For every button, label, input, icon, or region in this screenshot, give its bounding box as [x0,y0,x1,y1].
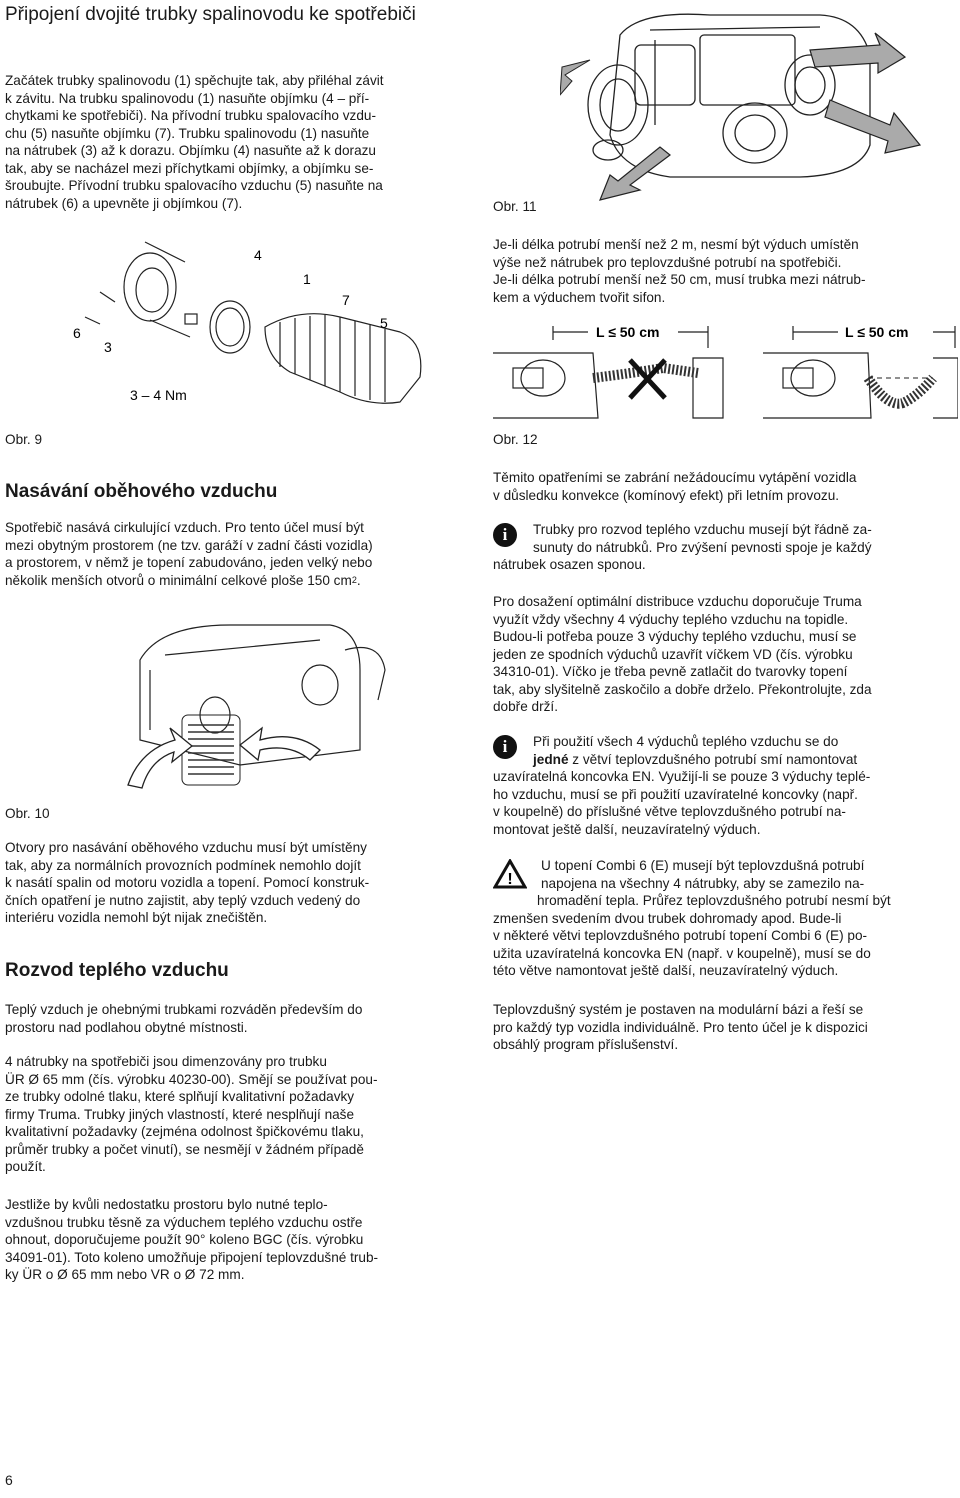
page-number: 6 [5,1472,13,1488]
text-line: mezi obytným prostorem (ne tzv. garáží v zadní části vozidla) [5,537,373,553]
text-line: dobře drží. [493,699,558,714]
text-line: Trubky pro rozvod teplého vzduchu musejí být řádně za- [533,522,872,537]
svg-text:!: ! [507,871,513,888]
figure-caption: Obr. 12 [493,432,538,447]
text-line: jedné z větví teplovzdušného potrubí smí namontovat [533,751,858,767]
text-line: Při použití všech 4 výduchů teplého vzduchu se do [533,734,839,749]
warning-note [493,857,958,980]
text-line: v koupelně) do příslušné větve teplovzdušného potrubí na- [493,804,846,819]
text-line: Pro dosažení optimální distribuce vzduchu doporučuje Truma [493,594,862,609]
text-line: Teplovzdušný systém je postaven na modulární bázi a řeší se [493,1002,864,1017]
text-line: Spotřebič nasává cirkulující vzduch. Pro tento účel musí být [5,520,364,535]
text-line: k závitu. Na trubku spalinovodu (1) nasuňte objímku (4 – pří- [5,90,370,106]
info-icon: i [493,735,517,759]
text-line: interiéru vozidla nemohl být nijak znečištěn. [5,910,268,925]
text-line: chytkami ke spotřebiči). Na přívodní trubku spalovacího vzdu- [5,108,376,123]
text-line: v některé větvi teplovzdušného potrubí topení Combi 6 (E) po- [493,928,868,943]
intro-paragraph [5,72,465,212]
text-line: napojena na všechny 4 nátrubky, aby se zamezilo na- [541,875,865,891]
text-line: několik menších otvorů o minimální celkové ploše 150 $cm^2$. [5,572,361,588]
text-line: montovat ještě další, neuzavíratelný výduch. [493,821,761,837]
nasavani-paragraph [5,519,465,589]
text-line: a prostorem, v němž je topení zabudováno, jeden velký nebo [5,555,373,570]
label-4: 4 [254,247,262,263]
text-line: chu (5) nasuňte objímku (7). Trubku spalinovodu (1) nasuňte [5,125,370,141]
section-heading-nasavani: Nasávání oběhového vzduchu [5,481,278,502]
text-line: jeden ze spodních výduchů uzavřít víčkem VD (čís. výrobku [493,646,853,662]
text-line: této větve namontovat ještě další, neuzavíratelný výduch. [493,963,839,978]
text-line: průměr trubky a počet vinutí), se nesmějí v žádném případě [5,1141,364,1157]
text-line: obsáhlý program příslušenství. [493,1037,679,1052]
label-7: 7 [342,292,350,308]
figure-11-heater-outlets [560,5,950,205]
label-5: 5 [380,315,388,331]
text-line: firmy Truma. Trubky jiných vlastností, které nesplňují naše [5,1106,355,1122]
text-line: kem a výduchem tvořit sifon. [493,289,666,305]
text-line: ze trubky odolné tlaku, které splňují kvalitativní požadavky [5,1089,355,1104]
text-line: U topení Combi 6 (E) musejí být teplovzdušná potrubí [541,858,865,873]
text-line: tak, aby za normálních provozních podmínek nemohlo dojít [5,857,361,873]
torque-label: 3 – 4 Nm [130,387,187,403]
text-line: hromadění tepla. Průřez teplovzdušného potrubí nesmí být [537,893,891,908]
figure-caption: Obr. 11 [493,199,537,214]
text-line: Je-li délka potrubí menší než 50 cm, musí trubka mezi nátrub- [493,272,866,287]
text-line: Je-li délka potrubí menší než 2 m, nesmí být výduch umístěn [493,237,859,252]
label-6: 6 [73,325,81,341]
section-heading-pripojeni: Připojení dvojité trubky spalinovodu ke spotřebiči [5,4,416,25]
natrubky-paragraph [5,1053,465,1176]
text-line: 4 nátrubky na spotřebiči jsou dimenzovány pro trubku [5,1054,327,1069]
text-line: tak, aby slyšitelně zaskočilo a dobře drželo. Překontrolujte, zda [493,681,872,697]
length-label-left: L ≤ 50 cm [596,324,660,340]
otvory-paragraph [5,839,465,927]
text-line: nátrubek (6) a upevněte ji objímkou (7). [5,195,243,211]
text-line: ÜR Ø 65 mm (čís. výrobku 40230-00). Smějí se používat pou- [5,1071,378,1087]
text-line: šroubujte. Přívodní trubku spalovacího vzduchu (5) nasuňte na [5,178,383,193]
figure-10-heater-intake [120,600,460,790]
text-line: Teplý vzduch je ohebnými trubkami rozváděn především do [5,1002,363,1017]
text-line: zmenšen svedením dvou trubek dohromady apod. Bude-li [493,910,842,926]
text-line: prostoru nad podlahou obytné místnosti. [5,1019,248,1035]
text-line: pro každý typ vozidla individuálně. Pro tento účel je k dispozici [493,1019,868,1035]
text-line: ohnout, doporučujeme použít 90° koleno BGC (čís. výrobku [5,1232,364,1247]
text-line: Otvory pro nasávání oběhového vzduchu musí být umístěny [5,840,367,855]
text-line: k nasátí spalin od motoru vozidla a topení. Pomocí konstruk- [5,875,370,890]
text-line: 34310-01). Víčko je třeba pevně zatlačit do tvarovky topení [493,664,848,679]
distribuce-paragraph [493,593,958,716]
text-line: nátrubek osazen sponou. [493,557,646,572]
text-line: kvalitativní požadavky (zejména odolnost špičkovému tlaku, [5,1124,364,1139]
text-line: sunuty do nátrubků. Pro zvýšení pevnosti spoje je každý [533,539,872,555]
text-line: tak, aby se nacházel mezi příchytkami objímky, a objímku se- [5,160,374,176]
opatreni-paragraph [493,469,953,504]
warning-triangle-icon [493,859,527,889]
text-line: uzavíratelná koncovka EN. Využijí-li se pouze 3 výduchy teplé- [493,769,871,784]
text-line: využít vždy všechny 4 výduchy teplého vzduchu na topidle. [493,611,849,627]
text-line: Budou-li potřeba pouze 3 výduchy teplého vzduchu, musí se [493,629,857,644]
section-heading-rozvod: Rozvod teplého vzduchu [5,960,229,981]
superscript: 2 [351,574,357,585]
text-line: vzdušnou trubku těsně za výduchem teplého vzduchu ostře [5,1214,363,1230]
text-line: Začátek trubky spalinovodu (1) spěchujte tak, aby přiléhal závit [5,73,384,88]
koleno-paragraph [5,1196,465,1284]
info-note-1 [493,521,953,574]
figure-9-pipe-connection [40,232,460,412]
text-line: v důsledku konvekce (komínový efekt) při letním provozu. [493,487,840,503]
text-line: užita uzavíratelná koncovka EN (např. v koupelně), musí se do [493,945,871,961]
text-line: na nátrubek (3) až k dorazu. Objímku (4) nasuňte až k dorazu [5,143,376,158]
info-icon: i [493,523,517,547]
figure-caption: Obr. 9 [5,432,43,447]
modular-paragraph [493,1001,958,1054]
text-line: výše než nátrubek pro teplovzdušné potrubí na spotřebiči. [493,254,842,270]
delka-paragraph [493,236,953,306]
label-1: 1 [303,271,311,287]
figure-caption: Obr. 10 [5,806,50,821]
emphasis: jedné [533,751,569,767]
text-line: použít. [5,1159,46,1174]
length-label-right: L ≤ 50 cm [845,324,909,340]
text-line: Jestliže by kvůli nedostatku prostoru bylo nutné teplo- [5,1197,328,1212]
figure-12-siphon-diagram [493,318,958,428]
label-3: 3 [104,339,112,355]
info-note-2 [493,733,958,838]
text-line: ho vzduchu, musí se při použití uzavíratelné koncovky (např. [493,786,858,802]
rozvod-paragraph [5,1001,465,1036]
text-line: Těmito opatřeními se zabrání nežádoucímu vytápění vozidla [493,470,857,485]
text-line: ky ÜR o Ø 65 mm nebo VR o Ø 72 mm. [5,1267,245,1282]
text-line: čních opatření je nutno zajistit, aby teplý vzduch vedený do [5,892,361,908]
text-line: 34091-01). Toto koleno umožňuje připojení teplovzdušné trub- [5,1249,379,1265]
